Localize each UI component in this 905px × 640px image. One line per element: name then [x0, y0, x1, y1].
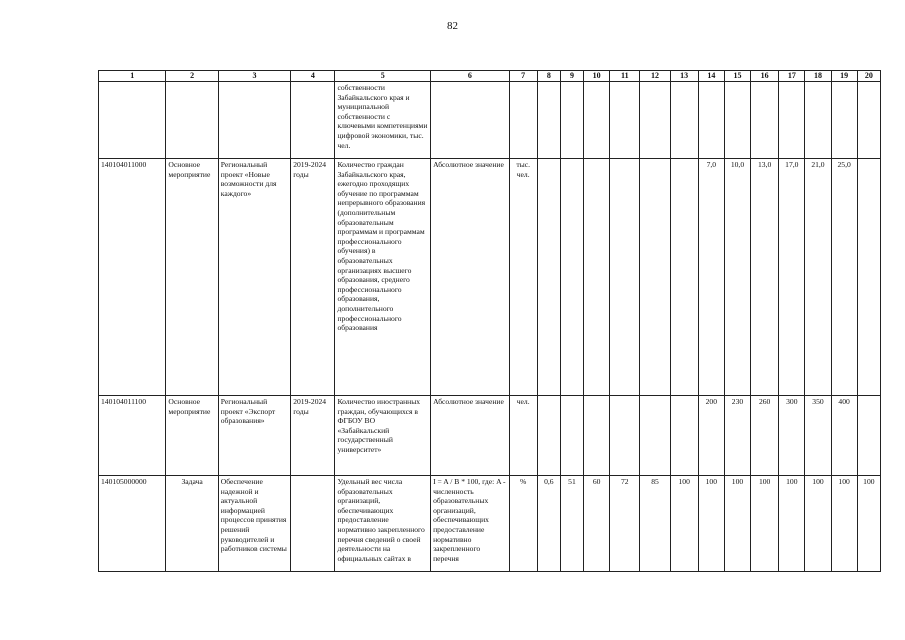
col-header: 1 — [99, 71, 166, 82]
indicators-table — [98, 70, 881, 572]
value-cell: 100 — [779, 476, 805, 572]
col-header: 9 — [560, 71, 583, 82]
col-header: 18 — [805, 71, 831, 82]
header-row — [99, 71, 881, 82]
unit-cell: чел. — [509, 396, 537, 476]
table-row — [99, 159, 881, 396]
col-header: 16 — [751, 71, 779, 82]
col-header: 12 — [640, 71, 670, 82]
col-header: 15 — [724, 71, 750, 82]
name-cell: Региональный проект «Новые возможности для каждого» — [218, 159, 290, 396]
value-cell — [537, 159, 560, 396]
value-cell: 21,0 — [805, 159, 831, 396]
value-cell — [640, 396, 670, 476]
value-cell: 100 — [831, 476, 857, 572]
col-header: 14 — [698, 71, 724, 82]
type-cell: Задача — [166, 476, 218, 572]
value-cell: 400 — [831, 396, 857, 476]
unit-cell: % — [509, 476, 537, 572]
page-number: 82 — [447, 20, 458, 32]
method-cell: I = A / B * 100, где: A - численность образовательных организаций, обеспечивающих предоставление нормативно закрепленного перечня — [431, 476, 510, 572]
col-header: 20 — [857, 71, 880, 82]
method-cell: Абсолютное значение — [431, 159, 510, 396]
value-cell: 100 — [857, 476, 880, 572]
value-cell: 100 — [698, 476, 724, 572]
value-cell: 25,0 — [831, 159, 857, 396]
period-cell — [291, 476, 335, 572]
col-header: 19 — [831, 71, 857, 82]
value-cell: 100 — [805, 476, 831, 572]
value-cell: 60 — [584, 476, 610, 572]
value-cell: 300 — [779, 396, 805, 476]
col-header: 6 — [431, 71, 510, 82]
col-header: 8 — [537, 71, 560, 82]
value-cell: 72 — [610, 476, 640, 572]
type-cell: Основное мероприятие — [166, 396, 218, 476]
col-header: 4 — [291, 71, 335, 82]
value-cell: 10,0 — [724, 159, 750, 396]
name-cell: Региональный проект «Экспорт образования» — [218, 396, 290, 476]
value-cell: 100 — [724, 476, 750, 572]
col-header: 3 — [218, 71, 290, 82]
indicator-cell: собственности Забайкальского края и муниципальной собственности с ключевыми компетенциями цифровой экономики, тыс. чел. — [335, 82, 431, 159]
value-cell: 350 — [805, 396, 831, 476]
value-cell: 13,0 — [751, 159, 779, 396]
unit-cell: тыс. чел. — [509, 159, 537, 396]
value-cell — [560, 396, 583, 476]
table-row — [99, 396, 881, 476]
table-row — [99, 476, 881, 572]
value-cell — [670, 396, 698, 476]
method-cell: Абсолютное значение — [431, 396, 510, 476]
value-cell — [560, 159, 583, 396]
value-cell: 17,0 — [779, 159, 805, 396]
value-cell — [857, 159, 880, 396]
code-cell: 140104011000 — [99, 159, 166, 396]
value-cell — [670, 159, 698, 396]
value-cell — [584, 159, 610, 396]
col-header: 7 — [509, 71, 537, 82]
name-cell: Обеспечение надежной и актуальной информацией процессов принятия решений руководителей и работников системы — [218, 476, 290, 572]
type-cell: Основное мероприятие — [166, 159, 218, 396]
value-cell — [610, 396, 640, 476]
value-cell: 51 — [560, 476, 583, 572]
col-header: 10 — [584, 71, 610, 82]
value-cell: 0,6 — [537, 476, 560, 572]
value-cell — [640, 159, 670, 396]
period-cell: 2019-2024 годы — [291, 396, 335, 476]
table-row-continuation — [99, 82, 881, 159]
value-cell — [584, 396, 610, 476]
col-header: 5 — [335, 71, 431, 82]
value-cell: 7,0 — [698, 159, 724, 396]
period-cell: 2019-2024 годы — [291, 159, 335, 396]
col-header: 13 — [670, 71, 698, 82]
col-header: 2 — [166, 71, 218, 82]
indicator-cell: Количество граждан Забайкальского края, ежегодно проходящих обучение по программам непрерывного образования (дополнительным образовательным программам и программам профессионального обучения) в образовательных организациях высшего образования, среднего профессионального образования, дополнительного профессионального образования — [335, 159, 431, 396]
value-cell: 100 — [751, 476, 779, 572]
indicator-cell: Удельный вес числа образовательных организаций, обеспечивающих предоставление нормативно закрепленного перечня сведений о своей деятельности на официальных сайтах в — [335, 476, 431, 572]
value-cell: 200 — [698, 396, 724, 476]
value-cell: 85 — [640, 476, 670, 572]
col-header: 17 — [779, 71, 805, 82]
indicator-cell: Количество иностранных граждан, обучающихся в ФГБОУ ВО «Забайкальский государственный университет» — [335, 396, 431, 476]
value-cell: 100 — [670, 476, 698, 572]
code-cell: 140105000000 — [99, 476, 166, 572]
value-cell — [857, 396, 880, 476]
value-cell — [537, 396, 560, 476]
code-cell: 140104011100 — [99, 396, 166, 476]
col-header: 11 — [610, 71, 640, 82]
value-cell: 260 — [751, 396, 779, 476]
value-cell — [610, 159, 640, 396]
value-cell: 230 — [724, 396, 750, 476]
